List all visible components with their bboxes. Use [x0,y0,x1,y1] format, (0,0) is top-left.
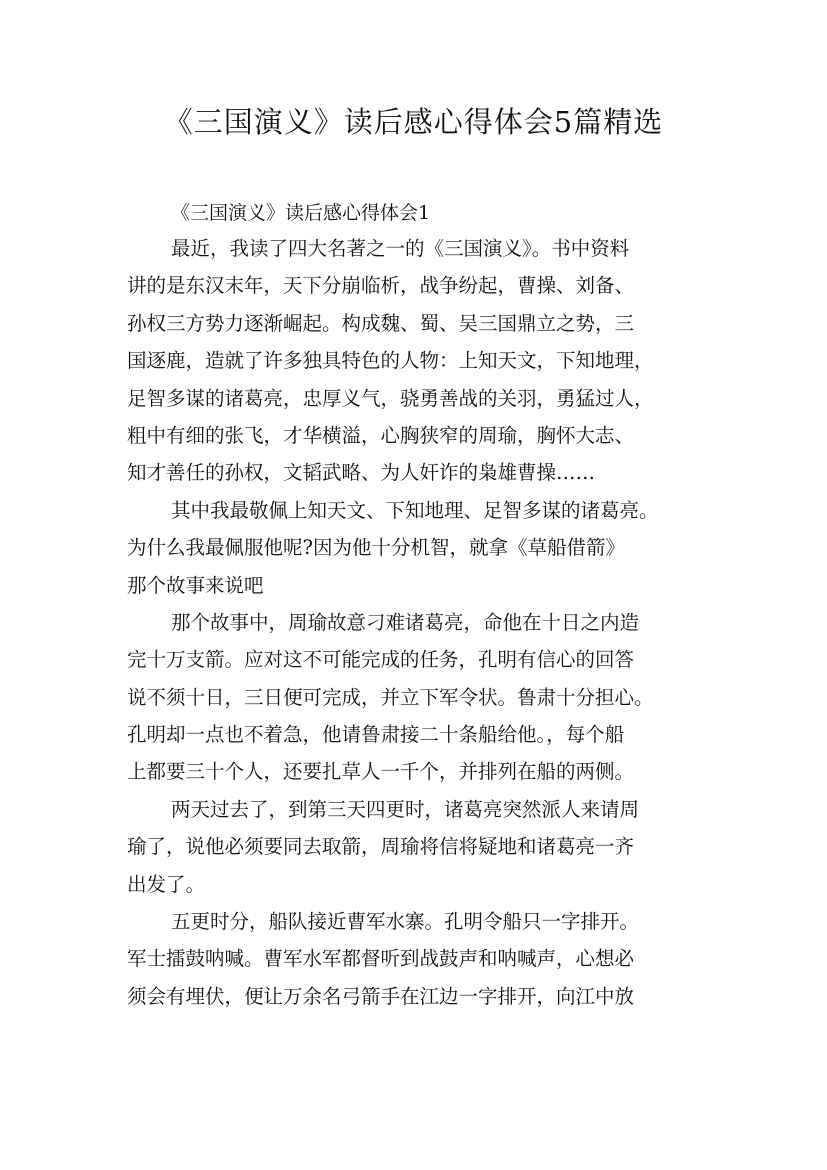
text-line: 五更时分，船队接近曹军水寨。孔明令船只一字排开。 [171,910,640,934]
text-line: 那个故事中，周瑜故意刁难诸葛亮，命他在十日之内造 [171,610,640,634]
document-body [127,196,717,1015]
text-line: 国逐鹿，造就了许多独具特色的人物：上知天文，下知地理， [127,349,654,373]
text-line: 那个故事来说吧 [127,573,264,597]
section-subtitle: 《三国演义》读后感心得体会1 [171,202,431,224]
text-line: 军士擂鼓呐喊。曹军水军都督听到战鼓声和呐喊声，心想必 [127,947,635,971]
text-line: 上都要三十个人，还要扎草人一千个，并排列在船的两侧。 [127,760,635,784]
text-line: 最近，我读了四大名著之一的《三国演义》。书中资料 [171,237,630,260]
text-line: 其中我最敬佩上知天文、下知地理、足智多谋的诸葛亮。 [171,498,659,522]
text-line: 知才善任的孙权，文韬武略、为人奸诈的枭雄曹操…… [127,461,596,485]
text-line: 出发了。 [127,872,206,896]
paragraph-4 [127,791,717,903]
text-line: 为什么我最佩服他呢?因为他十分机智，就拿《草船借箭》 [127,536,625,560]
paragraph-1 [127,230,717,492]
paragraph-3 [127,604,717,791]
document-title: 《三国演义》读后感心得体会5篇精选 [163,105,664,139]
text-line: 瑜了，说他必须要同去取箭，周瑜将信将疑地和诸葛亮一齐 [127,835,635,859]
text-line: 孔明却一点也不着急，他请鲁肃接二十条船给他。，每个船 [127,723,625,747]
text-line: 须会有埋伏，便让万余名弓箭手在江边一字排开，向江中放 [127,984,635,1008]
text-line: 讲的是东汉末年，天下分崩临析，战争纷起，曹操、刘备、 [127,274,635,298]
text-line: 完十万支箭。应对这不可能完成的任务，孔明有信心的回答 [127,648,635,672]
text-line: 孙权三方势力逐渐崛起。构成魏、蜀、吴三国鼎立之势，三 [127,311,635,335]
text-line: 说不须十日，三日便可完成，并立下军令状。鲁肃十分担心。 [127,685,654,709]
text-line: 两天过去了，到第三天四更时，诸葛亮突然派人来请周 [171,797,640,821]
text-line: 粗中有细的张飞，才华横溢，心胸狭窄的周瑜，胸怀大志、 [127,423,635,447]
paragraph-2 [127,492,717,604]
paragraph-5 [127,903,717,1015]
text-line: 足智多谋的诸葛亮，忠厚义气，骁勇善战的关羽，勇猛过人， [127,386,654,410]
